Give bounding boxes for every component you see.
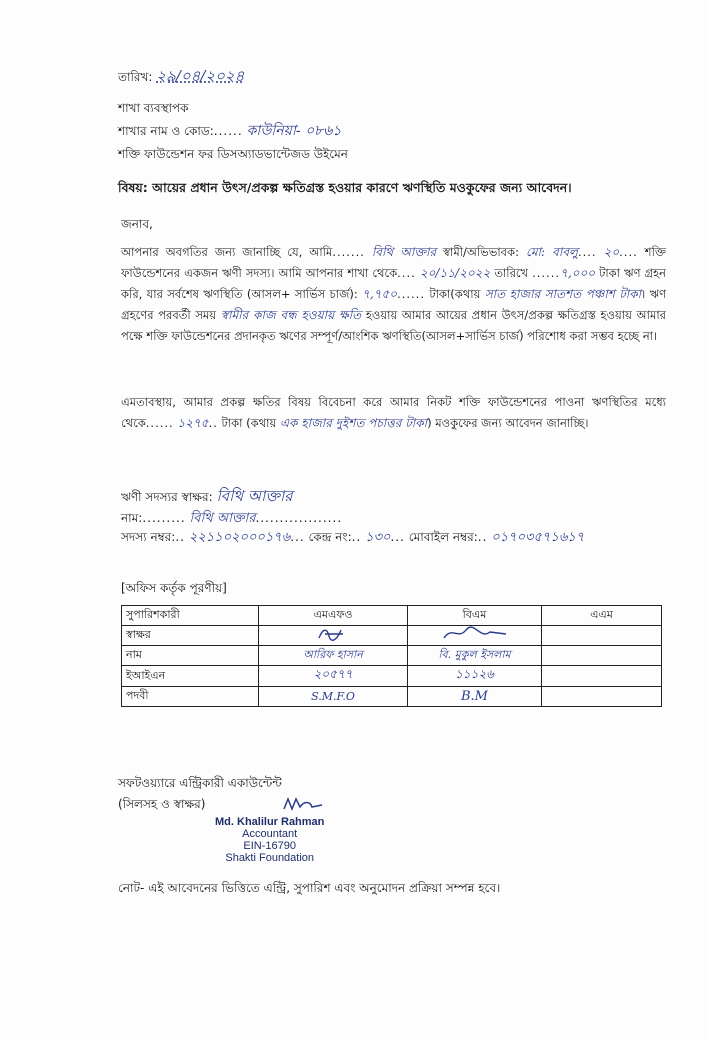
- col-am: এএম: [542, 606, 662, 626]
- am-designation-cell: [542, 687, 662, 707]
- bm-ein-cell: ১১১২৬: [408, 666, 542, 687]
- table-header-row: [122, 606, 662, 626]
- table-row: [122, 626, 662, 646]
- bm-signature-cell: [408, 626, 542, 646]
- p1-text-b: স্বামী/অভিভাবক:: [443, 245, 519, 259]
- mobile-value: ০১৭০৩৫৭১৬১৭: [491, 530, 585, 545]
- member-number-line: সদস্য নম্বর:.. ২২১১০২০০০১৭৬... কেন্দ্র নং:.. ১৩০... মোবাইল নম্বর:.. ০১৭০৩৫৭১৬১৭: [121, 530, 585, 545]
- p2-text-a: এমতাবস্থায়, আমার প্রকল্প ক্ষতির বিষয় বিবেচনা করে আমার নিকট শক্তি ফাউন্ডেশনের পাওনা ঋণস্থিতির মধ্যে থেকে: [121, 395, 666, 430]
- member-name-hand: বিথি আক্তার: [371, 245, 437, 259]
- balance-words-hand: সাত হাজার সাতশত পঞ্চাশ টাকা: [484, 287, 642, 301]
- col-recommender: সুপারিশকারী: [122, 606, 259, 626]
- center-label: কেন্দ্র নং:: [308, 530, 352, 544]
- center-value: ১৩০: [365, 530, 391, 545]
- member-signature-line: [121, 488, 293, 505]
- stamp-ein: EIN-16790: [243, 840, 296, 852]
- loan-date-hand: ২০/১১/২০২২: [419, 266, 491, 280]
- subject-line: বিষয়: আয়ের প্রধান উৎস/প্রকল্প ক্ষতিগ্রস্ত হওয়ার কারণে ঋণস্থিতি মওকুফের জন্য আবেদন।: [118, 180, 572, 195]
- p1-text-f: টাকা(কথায়: [429, 287, 481, 301]
- waive-words-hand: এক হাজার দুইশত পচাত্তর টাকা: [279, 416, 428, 430]
- branch-line: শাখার নাম ও কোড:...... কাউনিয়া- ০৮৬১: [118, 123, 342, 139]
- row-label-ein: ইআইএন: [122, 666, 259, 687]
- p1-text-g: । ঋণ গ্রহণের পরবর্তী সময়: [121, 287, 667, 322]
- mfo-signature-mark: [313, 626, 353, 642]
- member-signature-hand: বিথি আক্তার: [216, 487, 293, 505]
- bm-designation-cell: B.M: [408, 687, 542, 707]
- office-table: [121, 605, 662, 707]
- p1-text-c: শক্তি ফাউন্ডেশনের একজন ঋণী সদস্য। আমি আপনার শাখা থেকে: [121, 245, 667, 280]
- member-name-label: নাম:: [121, 511, 143, 525]
- am-signature-cell: [542, 626, 662, 646]
- recipient-title: শাখা ব্যবস্থাপক: [118, 101, 189, 115]
- guardian-hand: মো: বাবলু: [525, 245, 578, 259]
- stamp-org: Shakti Foundation: [225, 852, 315, 864]
- age-hand: ২০: [603, 245, 620, 259]
- accountant-stamp: [215, 816, 324, 864]
- stamp-title: Accountant: [242, 828, 298, 840]
- table-row: [122, 646, 662, 666]
- member-number-label: সদস্য নম্বর:: [121, 530, 176, 544]
- mobile-label: মোবাইল নম্বর:: [408, 530, 478, 544]
- date-value: ২৯/০৪/২০২৪: [156, 67, 245, 85]
- mfo-signature-cell: [259, 626, 408, 646]
- balance-hand: ৭,৭৫০: [362, 287, 398, 301]
- bm-signature-mark: [440, 626, 510, 642]
- p1-text-e: টাকা ঋণ গ্রহন করি, যার সর্বশেষ ঋণস্থিতি (আসল+ সার্ভিস চার্জ):: [121, 266, 667, 301]
- mfo-name-cell: আরিফ হাসান: [259, 646, 408, 666]
- branch-value: কাউনিয়া- ০৮৬১: [246, 123, 342, 139]
- member-name-value: বিথি আক্তার: [189, 511, 256, 526]
- p1-text-d: তারিখে: [494, 266, 529, 280]
- loan-amount-hand: ৭,০০০: [560, 266, 596, 280]
- am-name-cell: [542, 646, 662, 666]
- p1-text-h: হওয়ায় আমার আয়ের প্রধান উৎস/প্রকল্প ক্ষতিগ্রস্ত হওয়ায় আমার পক্ষে শক্তি ফাউন্ডেশনের প্রদানকৃত ঋণের সম্পূর্ণ/আংশিক ঋণস্থিতি(আসল+সার্ভিস চার্জ) পরিশোধ করা সম্ভব হচ্ছে না।: [121, 308, 667, 343]
- office-heading: [অফিস কর্তৃক পূরণীয়]: [121, 581, 227, 595]
- salutation: জনাব,: [121, 217, 153, 231]
- date-label: তারিখ:: [118, 70, 153, 84]
- table-row: [122, 687, 662, 707]
- accountant-line: সফটওয়্যারে এন্ট্রিকারী একাউন্টেন্ট: [118, 776, 282, 790]
- branch-label: শাখার নাম ও কোড:: [118, 124, 214, 138]
- accountant-signature-mark: [282, 795, 326, 813]
- p1-text-a: আপনার অবগতির জন্য জানাচ্ছি যে, আমি: [121, 245, 333, 259]
- reason-hand: স্বামীর কাজ বন্ধ হওয়ায় ক্ষতি: [220, 308, 362, 322]
- footer-note: নোট- এই আবেদনের ভিত্তিতে এন্ট্রি, সুপারিশ এবং অনুমোদন প্রক্রিয়া সম্পন্ন হবে।: [118, 881, 501, 895]
- member-name-line: নাম:......... বিথি আক্তার..................: [121, 511, 343, 526]
- row-label-name: নাম: [122, 646, 259, 666]
- col-mfo: এমএফও: [259, 606, 408, 626]
- organization-line: শক্তি ফাউন্ডেশন ফর ডিসঅ্যাডভান্টেজড উইমেন: [118, 147, 348, 161]
- row-label-signature: স্বাক্ষর: [122, 626, 259, 646]
- bm-name-cell: বি. মুকুল ইসলাম: [408, 646, 542, 666]
- date-line: [118, 68, 244, 85]
- p2-text-c: ) মওকুফের জন্য আবেদন জানাচ্ছি।: [427, 416, 589, 430]
- body-paragraph-2: এমতাবস্থায়, আমার প্রকল্প ক্ষতির বিষয় বিবেচনা করে আমার নিকট শক্তি ফাউন্ডেশনের পাওনা ঋণস্থিতির মধ্যে থেকে...... ১২৭৫.. টাকা (কথায় এক হাজার দুইশত পচাত্তর টাকা) মওকুফের জন্য আবেদন জানাচ্ছি।: [121, 395, 666, 430]
- mfo-designation-cell: S.M.F.O: [259, 687, 408, 707]
- am-ein-cell: [542, 666, 662, 687]
- p2-text-b: টাকা (কথায়: [221, 416, 277, 430]
- member-signature-label: ঋণী সদস্যর স্বাক্ষর:: [121, 490, 213, 504]
- waive-amount-hand: ১২৭৫: [177, 416, 209, 430]
- seal-line: (সিলসহ ও স্বাক্ষর): [118, 797, 206, 811]
- row-label-designation: পদবী: [122, 687, 259, 707]
- stamp-name: Md. Khalilur Rahman: [215, 816, 325, 828]
- mfo-ein-cell: ২০৫৭৭: [259, 666, 408, 687]
- table-row: [122, 666, 662, 687]
- body-paragraph-1: আপনার অবগতির জন্য জানাচ্ছি যে, আমি....... বিথি আক্তার স্বামী/অভিভাবক: মো: বাবলু.... ২০.... শক্তি ফাউন্ডেশনের একজন ঋণী সদস্য। আমি আপনার শাখা থেকে.... ২০/১১/২০২২ তারিখে ......৭,০০০ টাকা ঋণ গ্রহন করি, যার সর্বশেষ ঋণস্থিতি (আসল+ সার্ভিস চার্জ): ৭,৭৫০...... টাকা(কথায় সাত হাজার সাতশত পঞ্চাশ টাকা। ঋণ গ্রহণের পরবর্তী সময় স্বামীর কাজ বন্ধ হওয়ায় ক্ষতি হওয়ায় আমার আয়ের প্রধান উৎস/প্রকল্প ক্ষতিগ্রস্ত হওয়ায় আমার পক্ষে শক্তি ফাউন্ডেশনের প্রদানকৃত ঋণের সম্পূর্ণ/আংশিক ঋণস্থিতি(আসল+সার্ভিস চার্জ) পরিশোধ করা সম্ভব হচ্ছে না।: [121, 245, 667, 343]
- member-number-value: ২২১১০২০০০১৭৬: [188, 530, 291, 545]
- col-bm: বিএম: [408, 606, 542, 626]
